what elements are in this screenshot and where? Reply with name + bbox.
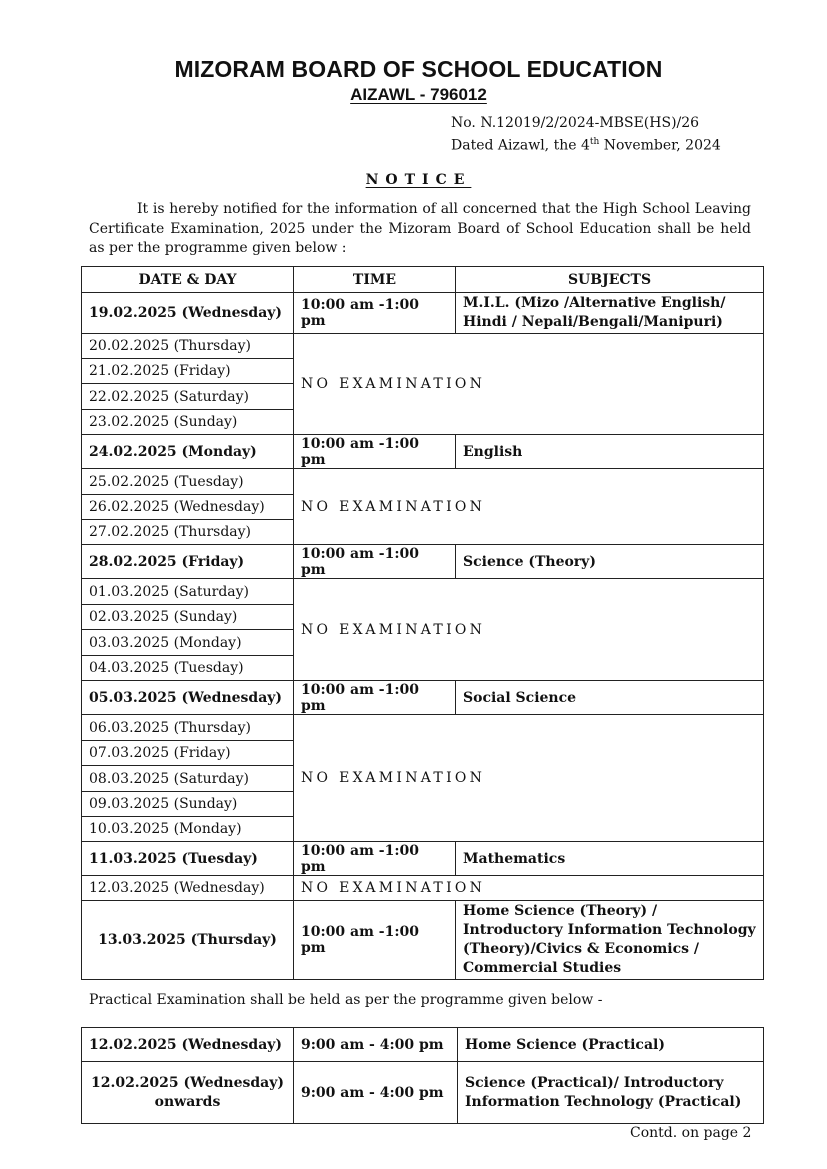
table-row [82, 1028, 764, 1062]
continued-note: Contd. on page 2 [630, 1125, 752, 1141]
table-row [82, 842, 764, 876]
table-row [82, 334, 764, 359]
exam-date: 28.02.2025 (Friday) [82, 545, 294, 579]
date-cell: 04.03.2025 (Tuesday) [82, 656, 294, 681]
exam-date: 12.02.2025 (Wednesday) [82, 1028, 294, 1062]
no-examination-cell: NO EXAMINATION [294, 715, 764, 842]
table-row [82, 681, 764, 715]
date-cell: 23.02.2025 (Sunday) [82, 410, 294, 435]
exam-subject: Science (Practical)/ Introductory Information Technology (Practical) [458, 1062, 764, 1124]
notice-heading: NOTICE [365, 172, 472, 188]
table-row [82, 876, 764, 901]
table-row [82, 715, 764, 741]
date-cell: 02.03.2025 (Sunday) [82, 605, 294, 630]
table-row [82, 901, 764, 980]
exam-time: 10:00 am -1:00 pm [294, 435, 456, 469]
exam-time: 10:00 am -1:00 pm [294, 545, 456, 579]
exam-time: 10:00 am -1:00 pm [294, 901, 456, 980]
exam-time: 10:00 am -1:00 pm [294, 842, 456, 876]
no-examination-cell: NO EXAMINATION [294, 334, 764, 435]
date-cell: 01.03.2025 (Saturday) [82, 579, 294, 605]
exam-date: 24.02.2025 (Monday) [82, 435, 294, 469]
date-cell: 07.03.2025 (Friday) [82, 741, 294, 766]
practical-schedule-table [81, 1027, 764, 1124]
exam-date: 05.03.2025 (Wednesday) [82, 681, 294, 715]
table-row [82, 579, 764, 605]
date-cell: 03.03.2025 (Monday) [82, 630, 294, 656]
date-cell: 27.02.2025 (Thursday) [82, 520, 294, 545]
date-cell: 26.02.2025 (Wednesday) [82, 495, 294, 520]
exam-date: 11.03.2025 (Tuesday) [82, 842, 294, 876]
date-cell: 12.03.2025 (Wednesday) [82, 876, 294, 901]
table-row [82, 293, 764, 334]
reference-block [451, 114, 721, 156]
exam-time: 10:00 am -1:00 pm [294, 681, 456, 715]
exam-subject: M.I.L. (Mizo /Alternative English/ Hindi / Nepali/Bengali/Manipuri) [456, 293, 764, 334]
date-cell: 09.03.2025 (Sunday) [82, 792, 294, 817]
table-header-row [82, 267, 764, 293]
table-row [82, 1062, 764, 1124]
notice-intro: It is hereby notified for the information of all concerned that the High School Leaving Certificate Examination, 2025 under the Mizoram Board of School Education shall be held as per the programme given below : [89, 201, 751, 256]
exam-time: 9:00 am - 4:00 pm [294, 1028, 458, 1062]
exam-subject: English [456, 435, 764, 469]
header-subjects: SUBJECTS [456, 267, 764, 293]
exam-date: 19.02.2025 (Wednesday) [82, 293, 294, 334]
no-examination-cell: NO EXAMINATION [294, 579, 764, 681]
header-time: TIME [294, 267, 456, 293]
exam-time: 9:00 am - 4:00 pm [294, 1062, 458, 1124]
exam-subject: Mathematics [456, 842, 764, 876]
date-cell: 06.03.2025 (Thursday) [82, 715, 294, 741]
theory-schedule-table [81, 266, 764, 980]
exam-subject: Social Science [456, 681, 764, 715]
dated-line: Dated Aizawl, the 4th November, 2024 [451, 137, 721, 154]
board-address: AIZAWL - 796012 [350, 85, 487, 104]
table-row [82, 435, 764, 469]
no-examination-cell: NO EXAMINATION [294, 469, 764, 545]
exam-subject: Home Science (Theory) / Introductory Information Technology (Theory)/Civics & Economics / Commercial Studies [456, 901, 764, 980]
exam-subject: Home Science (Practical) [458, 1028, 764, 1062]
reference-number: No. N.12019/2/2024-MBSE(HS)/26 [451, 115, 700, 131]
date-cell: 10.03.2025 (Monday) [82, 817, 294, 842]
date-cell: 22.02.2025 (Saturday) [82, 384, 294, 410]
date-cell: 08.03.2025 (Saturday) [82, 766, 294, 792]
exam-time: 10:00 am -1:00 pm [294, 293, 456, 334]
board-title: MIZORAM BOARD OF SCHOOL EDUCATION [174, 56, 663, 82]
header-date: DATE & DAY [82, 267, 294, 293]
table-row [82, 545, 764, 579]
practical-note: Practical Examination shall be held as per the programme given below - [89, 992, 603, 1008]
exam-subject: Science (Theory) [456, 545, 764, 579]
date-cell: 21.02.2025 (Friday) [82, 359, 294, 384]
date-cell: 25.02.2025 (Tuesday) [82, 469, 294, 495]
exam-date: 13.03.2025 (Thursday) [82, 901, 294, 980]
no-examination-cell: NO EXAMINATION [294, 876, 764, 901]
date-cell: 20.02.2025 (Thursday) [82, 334, 294, 359]
table-row [82, 469, 764, 495]
exam-date: 12.02.2025 (Wednesday) onwards [82, 1062, 294, 1124]
